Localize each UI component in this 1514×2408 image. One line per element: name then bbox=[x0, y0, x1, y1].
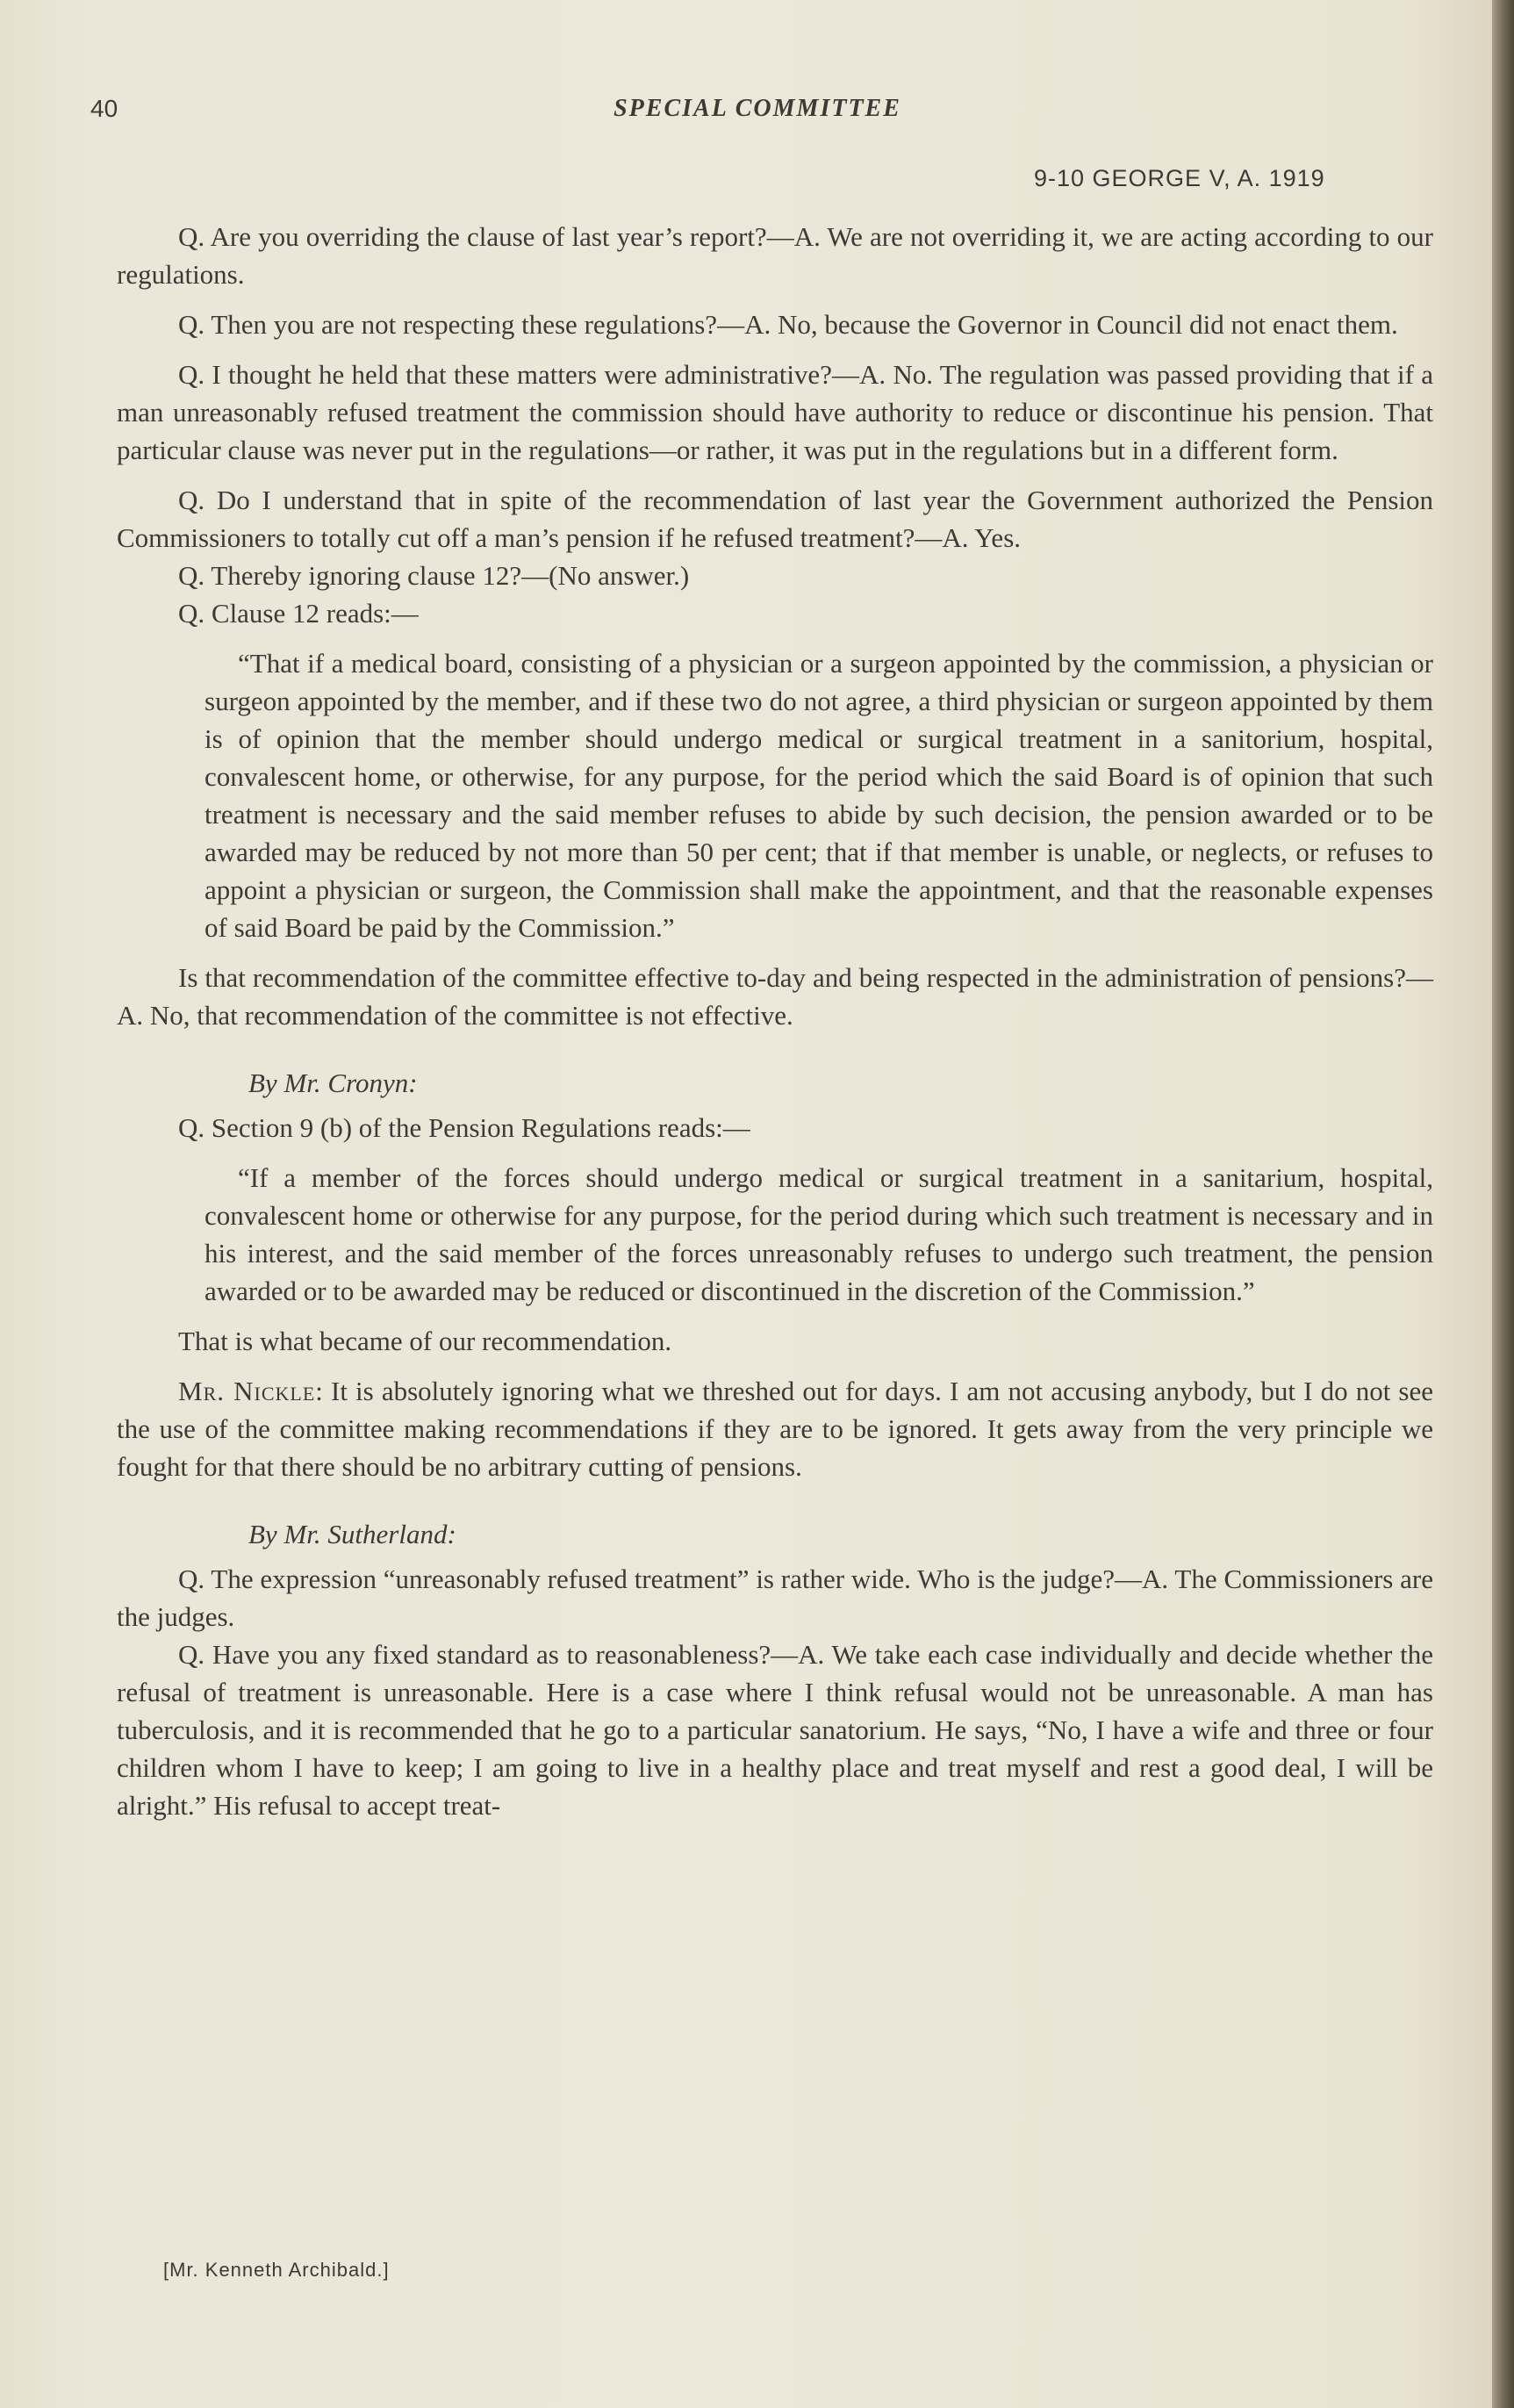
book-spine bbox=[1492, 0, 1514, 2408]
speaker-heading: By Mr. Sutherland: bbox=[248, 1519, 456, 1549]
paragraph: Q. The expression “unreasonably refused treatment” is rather wide. Who is the judge?—A. The Commissioners are the judges. bbox=[117, 1563, 1433, 1632]
block-quote: “If a member of the forces should undergo medical or surgical treatment in a sanitarium, hospital, convalescent home or otherwise for any purpose, for the period during which such treatment is necessary and in his interest, and the said member of the forces unreasonably refuses to undergo such treatment, the pension awarded or to be awarded may be reduced or discontinued in the discretion of the Commission.” bbox=[204, 1162, 1433, 1306]
witness-tag: [Mr. Kenneth Archibald.] bbox=[163, 2259, 390, 2281]
paragraph: Q. Thereby ignoring clause 12?—(No answer.) bbox=[178, 560, 690, 591]
running-head bbox=[90, 95, 1424, 133]
paragraph: Q. Clause 12 reads:— bbox=[178, 598, 419, 629]
paragraph: Q. Are you overriding the clause of last year’s report?—A. We are not overriding it, we are acting according to our regulations. bbox=[117, 221, 1433, 290]
paragraph: Q. Section 9 (b) of the Pension Regulations reads:— bbox=[178, 1112, 750, 1143]
paragraph: Q. I thought he held that these matters were administrative?—A. No. The regulation was passed providing that if a man unreasonably refused treatment the commission should have authority to reduce or discontinue his pension. That particular clause was never put in the regulations—or rather, it was put in the regulations but in a different form. bbox=[117, 359, 1433, 465]
paragraph bbox=[117, 1372, 1433, 1485]
block-quote: “That if a medical board, consisting of a physician or a surgeon appointed by the commission, a physician or surgeon appointed by the member, and if these two do not agree, a third physician or surgeon appointed by them is of opinion that the member should undergo medical or surgical treatment in a sanitorium, hospital, convalescent home, or otherwise, for any purpose, for the period which the said Board is of opinion that such treatment is necessary and the said member refuses to abide by such decision, the pension awarded or to be awarded may be reduced by not more than 50 per cent; that if that member is unable, or neglects, or refuses to appoint a physician or surgeon, the Commission shall make the appointment, and that the reasonable expenses of said Board be paid by the Commission.” bbox=[204, 648, 1433, 943]
paragraph: Q. Have you any fixed standard as to reasonableness?—A. We take each case individually and decide whether the refusal of treatment is unreasonable. Here is a case where I think refusal would not be unreasonable. A man has tuberculosis, and it is recommended that he go to a particular sanatorium. He says, “No, I have a wife and three or four children whom I have to keep; I am going to live in a healthy place and treat myself and rest a good deal, I will be alright.” His refusal to accept treat- bbox=[117, 1639, 1433, 1821]
paragraph: Q. Do I understand that in spite of the recommendation of last year the Government authorized the Pension Commissioners to totally cut off a man’s pension if he refused treatment?—A. Yes. bbox=[117, 485, 1433, 553]
paragraph: Q. Then you are not respecting these regulations?—A. No, because the Governor in Council did not enact them. bbox=[178, 309, 1398, 340]
page-number: 40 bbox=[90, 95, 118, 122]
speaker-name: Mr. Nickle bbox=[178, 1376, 316, 1406]
paragraph: Is that recommendation of the committee effective to-day and being respected in the administration of pensions?—A. No, that recommendation of the committee is not effective. bbox=[117, 962, 1433, 1031]
speaker-heading: By Mr. Cronyn: bbox=[248, 1067, 418, 1098]
paragraph: That is what became of our recommendation. bbox=[178, 1326, 672, 1356]
running-title: SPECIAL COMMITTEE bbox=[613, 95, 901, 122]
page-body bbox=[117, 218, 1433, 1824]
session-reference: 9-10 GEORGE V, A. 1919 bbox=[1034, 165, 1325, 191]
paragraph-text: : It is absolutely ignoring what we threshed out for days. I am not accusing anybody, but I do not see the use of the committee making recommendations if they are to be ignored. It gets away from the very principle we fought for that there should be no arbitrary cutting of pensions. bbox=[117, 1376, 1434, 1482]
